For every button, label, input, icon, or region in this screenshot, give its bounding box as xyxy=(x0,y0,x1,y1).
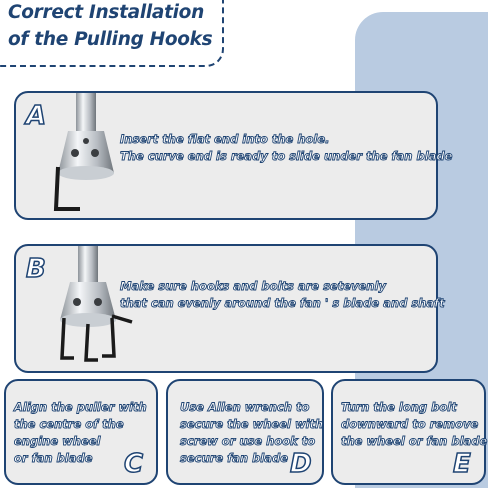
puller-with-allen-key-icon xyxy=(50,93,130,221)
step-card-c xyxy=(4,379,158,485)
step-letter-c: C xyxy=(124,449,144,479)
step-letter-b: B xyxy=(26,254,46,284)
page-title-line-2: of the Pulling Hooks xyxy=(8,29,213,50)
step-card-e xyxy=(331,379,486,485)
header-box xyxy=(0,0,224,67)
step-c-caption: Align the puller with the centre of the engine wheel or fan blade xyxy=(14,400,147,465)
step-card-b xyxy=(14,244,445,373)
step-letter-d: D xyxy=(290,449,312,479)
step-a-caption: Insert the flat end into the hole. The curve end is ready to slide under the fan blade xyxy=(120,132,453,163)
step-letter-e: E xyxy=(453,449,471,479)
step-card-a xyxy=(14,91,453,220)
step-card-d xyxy=(166,379,324,485)
step-e-caption: Turn the long bolt downward to remove the wheel or fan blade xyxy=(341,400,488,448)
step-letter-a: A xyxy=(26,101,47,131)
step-d-caption: Use Allen wrench to secure the wheel with screw or use hook to secure fan blade xyxy=(180,400,324,465)
page-title-line-1: Correct Installation xyxy=(8,2,204,23)
step-b-caption: Make sure hooks and bolts are setevenly that can evenly around the fan ' s blade and shaft xyxy=(120,279,445,310)
